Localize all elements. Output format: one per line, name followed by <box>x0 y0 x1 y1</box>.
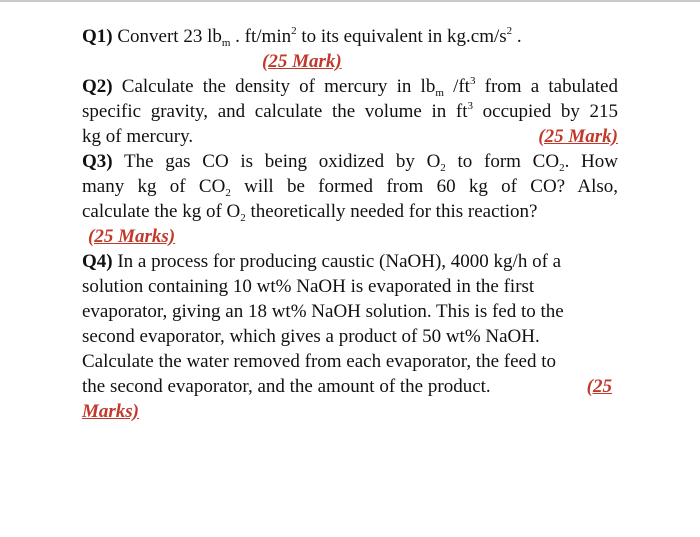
q4-text: second evaporator, which gives a product of 50 wt% NaOH. <box>82 326 540 347</box>
q4-text: Calculate the water removed from each evaporator, the feed to <box>82 351 557 372</box>
q4-line-2 <box>82 274 618 299</box>
q3-text: . How <box>564 151 618 172</box>
q1-text: Convert 23 lb <box>117 26 222 47</box>
q1-mark: (25 Mark) <box>262 51 342 72</box>
q1-text: . ft/min <box>230 26 292 47</box>
q1-line <box>82 24 618 49</box>
q3-text: many kg of CO <box>82 176 226 197</box>
top-divider <box>0 0 700 2</box>
q3-sub: 2 <box>440 162 446 174</box>
q4-text: In a process for producing caustic (NaOH), 4000 kg/h of a <box>117 251 562 272</box>
q3-mark-line <box>82 224 618 249</box>
q4-mark-part-2: Marks) <box>82 401 140 422</box>
q3-line-3 <box>82 199 618 224</box>
q3-sub: 2 <box>225 187 231 199</box>
q3-mark: (25 Marks) <box>88 226 176 247</box>
q1-sup: 2 <box>291 25 297 37</box>
q4-text: solution containing 10 wt% NaOH is evaporated in the first <box>82 276 535 297</box>
q2-text: kg of mercury. <box>82 126 194 147</box>
q3-label: Q3) <box>82 151 113 172</box>
q2-sub: m <box>435 87 444 99</box>
q2-mark: (25 Mark) <box>538 126 618 147</box>
q4-mark-part-1: (25 <box>586 376 612 397</box>
q4-line-5 <box>82 349 618 374</box>
q4-label: Q4) <box>82 251 113 272</box>
q1-text: to its equivalent in kg.cm/s <box>296 26 507 47</box>
q3-text: The gas CO is being oxidized by O <box>123 151 441 172</box>
q2-line-3 <box>82 124 618 149</box>
q1-sub: m <box>221 37 231 49</box>
q1-sup: 2 <box>506 25 513 37</box>
q3-text: will be formed from 60 kg of CO? Also, <box>230 176 618 197</box>
q4-line-6 <box>82 374 618 399</box>
question-sheet <box>82 24 618 424</box>
q3-text: calculate the kg of O <box>82 201 241 222</box>
q3-sub: 2 <box>240 212 246 224</box>
q2-text: occupied by 215 <box>472 101 619 122</box>
q3-sub: 2 <box>559 162 565 174</box>
q4-line-1 <box>82 249 618 274</box>
q1-text: . <box>512 26 522 47</box>
q3-text: to form CO <box>445 151 560 172</box>
q2-line-2 <box>82 99 618 124</box>
q4-line-4 <box>82 324 618 349</box>
q3-line-1 <box>82 149 618 174</box>
q2-sup: 3 <box>469 75 476 87</box>
q4-line-3 <box>82 299 618 324</box>
q2-text: Calculate the density of mercury in lb <box>121 76 436 97</box>
q2-text: /ft <box>443 76 470 97</box>
q3-line-2 <box>82 174 618 199</box>
q2-line-1 <box>82 74 618 99</box>
q4-mark-line <box>82 399 618 424</box>
q4-text: evaporator, giving an 18 wt% NaOH solution. This is fed to the <box>82 301 564 322</box>
q2-text: from a tabulated <box>475 76 618 97</box>
q1-label: Q1) <box>82 26 113 47</box>
q2-text: specific gravity, and calculate the volume in ft <box>82 101 468 122</box>
q3-text: theoretically needed for this reaction? <box>245 201 538 222</box>
q2-label: Q2) <box>82 76 113 97</box>
q1-mark-line <box>82 49 618 74</box>
q4-text: the second evaporator, and the amount of the product. <box>82 376 491 397</box>
q2-sup: 3 <box>467 100 473 112</box>
